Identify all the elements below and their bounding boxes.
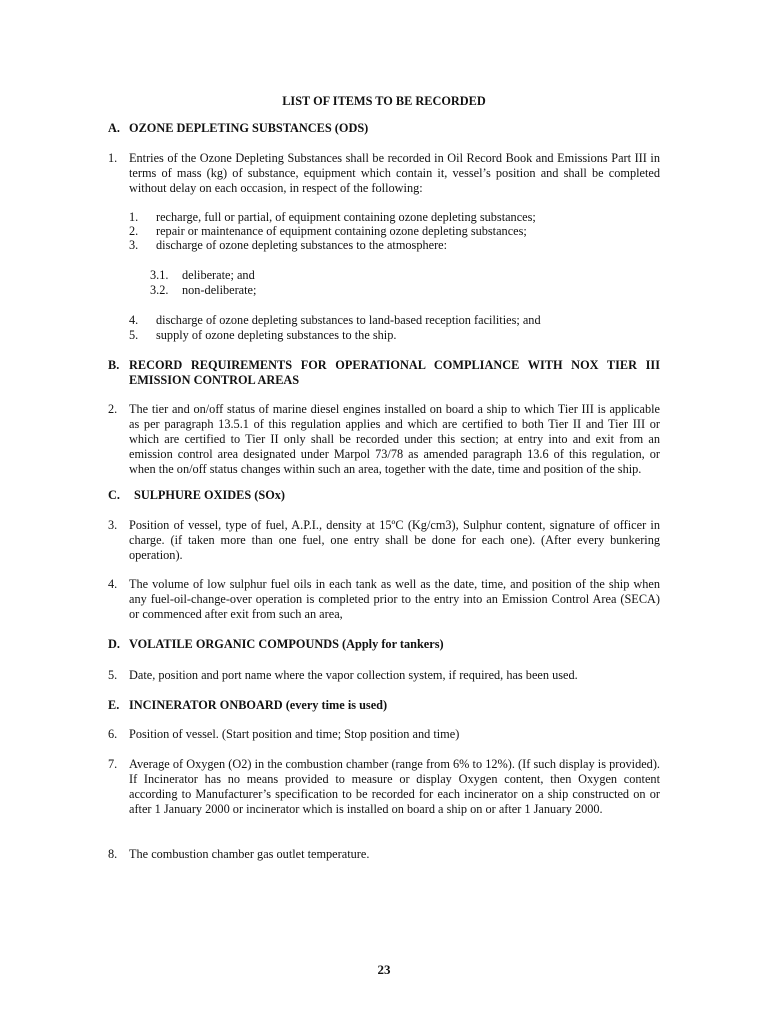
sub-sub-item-3-1-text: deliberate; and <box>182 268 255 282</box>
sub-item-5-number: 5. <box>129 328 139 342</box>
item-4-text: The volume of low sulphur fuel oils in each tank as well as the date, time, and position of the ship when any fuel-oil-change-over operation is completed prior to the entry into an Emission Control Area (SECA) or commenced after exit from such an area, <box>129 577 660 621</box>
sub-item-3-number: 3. <box>129 238 139 252</box>
section-c-heading: SULPHURE OXIDES (SOx) <box>134 488 286 502</box>
sub-item-4-number: 4. <box>129 313 139 327</box>
item-2-number: 2. <box>108 402 118 416</box>
sub-sub-item-3-2-text: non-deliberate; <box>182 283 257 297</box>
item-2-text: The tier and on/off status of marine diesel engines installed on board a ship to which Tier III is applicable as per paragraph 13.5.1 of this regulation applies and which are certified to both Tier II and Tier III or which are certified to Tier II only shall be recorded under this section; at entry into and exit from an emission control area designated under Marpol 73/78 as amended paragraph 13.6 of this regulation, or when the on/off status changes within such an area, together with the date, time and position of the ship. <box>129 402 660 476</box>
page-title: LIST OF ITEMS TO BE RECORDED <box>282 94 486 108</box>
item-5-number: 5. <box>108 668 118 682</box>
item-3-text: Position of vessel, type of fuel, A.P.I., density at 15ºC (Kg/cm3), Sulphur content, signature of officer in charge. (if taken more than one fuel, one entry shall be done for each one). (After every bunkering operation). <box>129 518 660 562</box>
section-d-letter: D. <box>108 637 120 651</box>
item-3-number: 3. <box>108 518 118 532</box>
item-1-text: Entries of the Ozone Depleting Substances shall be recorded in Oil Record Book and Emissions Part III in terms of mass (kg) of substance, equipment which contain it, vessel’s position and shall be completed without delay on each occasion, in respect of the following: <box>129 151 660 195</box>
item-4-number: 4. <box>108 577 118 591</box>
item-6-text: Position of vessel. (Start position and time; Stop position and time) <box>129 727 460 741</box>
sub-item-3-text: discharge of ozone depleting substances to the atmosphere: <box>156 238 448 252</box>
item-8-text: The combustion chamber gas outlet temperature. <box>129 847 370 861</box>
section-a-heading: OZONE DEPLETING SUBSTANCES (ODS) <box>129 121 369 135</box>
section-d-heading: VOLATILE ORGANIC COMPOUNDS (Apply for tankers) <box>129 637 444 651</box>
sub-sub-item-3-2-number: 3.2. <box>150 283 169 297</box>
item-8-number: 8. <box>108 847 118 861</box>
section-e-heading: INCINERATOR ONBOARD (every time is used) <box>129 698 388 712</box>
section-b-heading-line-2: EMISSION CONTROL AREAS <box>129 373 300 387</box>
sub-item-2-number: 2. <box>129 224 139 238</box>
sub-item-4-text: discharge of ozone depleting substances to land-based reception facilities; and <box>156 313 541 327</box>
sub-sub-item-3-1-number: 3.1. <box>150 268 169 282</box>
item-6-number: 6. <box>108 727 118 741</box>
sub-item-1-number: 1. <box>129 210 139 224</box>
section-b-heading-line-1: RECORD REQUIREMENTS FOR OPERATIONAL COMPLIANCE WITH NOX TIER III <box>129 358 660 372</box>
sub-item-2-text: repair or maintenance of equipment containing ozone depleting substances; <box>156 224 527 238</box>
section-e-letter: E. <box>108 698 120 712</box>
section-c-letter: C. <box>108 488 120 502</box>
item-7-text: Average of Oxygen (O2) in the combustion chamber (range from 6% to 12%). (If such display is provided). If Incinerator has no means provided to measure or display Oxygen content, then Oxygen content according to Manufacturer’s specification to be recorded for each incinerator on a ship constructed on or after 1 January 2000 or incinerator which is installed on board a ship on or after 1 January 2000. <box>129 757 660 816</box>
item-7-number: 7. <box>108 757 118 771</box>
item-1-number: 1. <box>108 151 118 165</box>
sub-item-1-text: recharge, full or partial, of equipment containing ozone depleting substances; <box>156 210 536 224</box>
section-a-letter: A. <box>108 121 120 135</box>
page-number: 23 <box>377 962 391 977</box>
item-5-text: Date, position and port name where the vapor collection system, if required, has been used. <box>129 668 578 682</box>
section-b-letter: B. <box>108 358 120 372</box>
sub-item-5-text: supply of ozone depleting substances to the ship. <box>156 328 397 342</box>
